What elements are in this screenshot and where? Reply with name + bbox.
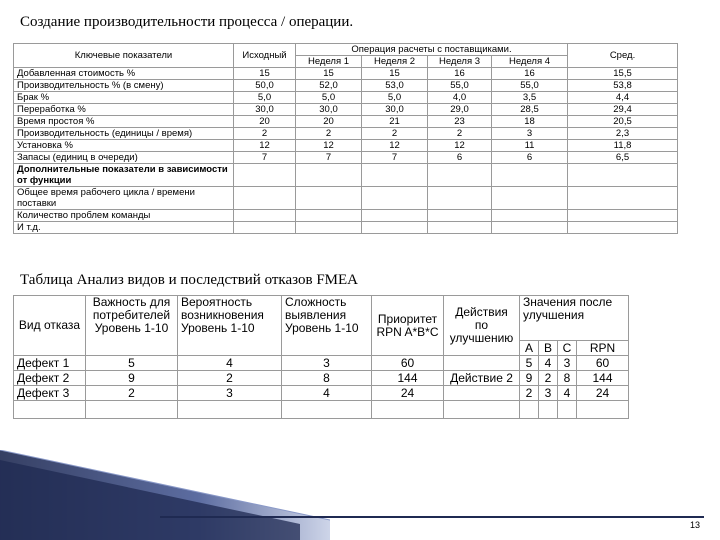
after-value: 3: [539, 386, 558, 401]
after-value: 24: [577, 386, 629, 401]
slide-title-performance: Создание производительности процесса / операции.: [20, 14, 354, 30]
action-value: [444, 356, 520, 371]
indicator-value: 18: [492, 116, 568, 128]
indicator-value: 15,5: [568, 68, 678, 80]
complexity-value: 4: [282, 386, 372, 401]
table-row: [14, 356, 629, 371]
defect-name: Дефект 1: [14, 356, 86, 371]
indicator-value: 5,0: [296, 92, 362, 104]
indicator-value: 16: [492, 68, 568, 80]
page-number: 13: [690, 520, 701, 530]
after-value: 60: [577, 356, 629, 371]
table-row: [14, 68, 678, 80]
indicator-value: 3: [492, 128, 568, 140]
indicator-value: 11: [492, 140, 568, 152]
table-row: [14, 116, 678, 128]
importance-value: 9: [86, 371, 178, 386]
table-row: [14, 371, 629, 386]
indicator-label: Запасы (единиц в очереди): [14, 152, 234, 164]
after-value: 4: [558, 386, 577, 401]
indicator-value: 16: [428, 68, 492, 80]
fmea-header-actions: Действия по улучшению: [444, 296, 520, 356]
indicator-value: 30,0: [234, 104, 296, 116]
indicator-value: 11,8: [568, 140, 678, 152]
defect-name: Дефект 2: [14, 371, 86, 386]
extra-row-team-problems: Количество проблем команды: [14, 210, 234, 222]
table-row: [14, 92, 678, 104]
indicator-value: 5,0: [234, 92, 296, 104]
fmea-sub-c: C: [558, 341, 577, 356]
indicator-value: 12: [362, 140, 428, 152]
extra-row-cycle-time: Общее время рабочего цикла / времени поставки: [14, 187, 234, 210]
indicator-value: 15: [362, 68, 428, 80]
indicator-value: 12: [234, 140, 296, 152]
importance-value: 2: [86, 386, 178, 401]
indicator-value: 52,0: [296, 80, 362, 92]
after-value: 2: [520, 386, 539, 401]
indicator-value: 3,5: [492, 92, 568, 104]
after-value: 2: [539, 371, 558, 386]
indicator-value: 20: [296, 116, 362, 128]
action-value: [444, 386, 520, 401]
indicator-value: 12: [296, 140, 362, 152]
indicator-value: 55,0: [428, 80, 492, 92]
rpn-value: 144: [372, 371, 444, 386]
indicator-label: Переработка %: [14, 104, 234, 116]
extra-indicators-header: Дополнительные показатели в зависимости от функции: [14, 164, 234, 187]
indicator-label: Установка %: [14, 140, 234, 152]
indicator-value: 2,3: [568, 128, 678, 140]
indicator-value: 30,0: [296, 104, 362, 116]
table-row: [14, 80, 678, 92]
probability-value: 4: [178, 356, 282, 371]
footer-bar: [160, 516, 704, 518]
fmea-header-priority: Приоритет RPN A*B*C: [372, 296, 444, 356]
indicator-value: 4,0: [428, 92, 492, 104]
indicator-value: 7: [362, 152, 428, 164]
indicator-value: 7: [234, 152, 296, 164]
indicator-label: Производительность % (в смену): [14, 80, 234, 92]
table-row: [14, 386, 629, 401]
action-value: Действие 2: [444, 371, 520, 386]
fmea-header-type: Вид отказа: [14, 296, 86, 356]
header-initial: Исходный: [234, 44, 296, 68]
indicator-value: 12: [428, 140, 492, 152]
indicator-value: 20: [234, 116, 296, 128]
after-value: 3: [558, 356, 577, 371]
indicator-value: 4,4: [568, 92, 678, 104]
indicator-value: 28,5: [492, 104, 568, 116]
extra-row-etc: И т.д.: [14, 222, 234, 234]
indicator-value: 53,8: [568, 80, 678, 92]
indicator-value: 2: [296, 128, 362, 140]
after-value: 9: [520, 371, 539, 386]
indicator-value: 7: [296, 152, 362, 164]
header-key-indicators: Ключевые показатели: [14, 44, 234, 68]
complexity-value: 8: [282, 371, 372, 386]
fmea-sub-rpn: RPN: [577, 341, 629, 356]
after-value: 8: [558, 371, 577, 386]
table-row: [14, 128, 678, 140]
complexity-value: 3: [282, 356, 372, 371]
after-value: 144: [577, 371, 629, 386]
defect-name: Дефект 3: [14, 386, 86, 401]
fmea-header-after: Значения после улучшения: [520, 296, 629, 341]
header-week-2: Неделя 2: [362, 56, 428, 68]
indicator-value: 5,0: [362, 92, 428, 104]
fmea-sub-a: A: [520, 341, 539, 356]
indicator-value: 21: [362, 116, 428, 128]
rpn-value: 24: [372, 386, 444, 401]
fmea-sub-b: B: [539, 341, 558, 356]
indicator-value: 6: [428, 152, 492, 164]
indicator-value: 23: [428, 116, 492, 128]
indicator-value: 15: [296, 68, 362, 80]
indicator-value: 6,5: [568, 152, 678, 164]
indicator-value: 2: [428, 128, 492, 140]
importance-value: 5: [86, 356, 178, 371]
probability-value: 2: [178, 371, 282, 386]
table-row: [14, 140, 678, 152]
header-operation: Операция расчеты с поставщиками.: [296, 44, 568, 56]
indicator-value: 2: [362, 128, 428, 140]
rpn-value: 60: [372, 356, 444, 371]
after-value: 5: [520, 356, 539, 371]
indicator-label: Производительность (единицы / время): [14, 128, 234, 140]
indicator-value: 20,5: [568, 116, 678, 128]
indicator-label: Добавленная стоимость %: [14, 68, 234, 80]
decorative-wedge: [0, 450, 330, 540]
indicator-value: 15: [234, 68, 296, 80]
slide-title-fmea: Таблица Анализ видов и последствий отказов FMEA: [20, 272, 358, 288]
indicator-value: 50,0: [234, 80, 296, 92]
indicator-label: Брак %: [14, 92, 234, 104]
table-row: [14, 104, 678, 116]
fmea-table: [13, 295, 629, 419]
header-average: Сред.: [568, 44, 678, 68]
indicator-value: 29,4: [568, 104, 678, 116]
header-week-4: Неделя 4: [492, 56, 568, 68]
header-week-3: Неделя 3: [428, 56, 492, 68]
indicator-value: 2: [234, 128, 296, 140]
fmea-header-probability: Вероятность возникновения Уровень 1-10: [178, 296, 282, 356]
fmea-header-importance: Важность для потребителей Уровень 1-10: [86, 296, 178, 356]
indicator-value: 29,0: [428, 104, 492, 116]
indicator-value: 6: [492, 152, 568, 164]
performance-table: [13, 43, 678, 234]
after-value: 4: [539, 356, 558, 371]
table-row: [14, 152, 678, 164]
indicator-value: 55,0: [492, 80, 568, 92]
fmea-header-complexity: Сложность выявления Уровень 1-10: [282, 296, 372, 356]
indicator-value: 53,0: [362, 80, 428, 92]
probability-value: 3: [178, 386, 282, 401]
indicator-value: 30,0: [362, 104, 428, 116]
header-week-1: Неделя 1: [296, 56, 362, 68]
indicator-label: Время простоя %: [14, 116, 234, 128]
